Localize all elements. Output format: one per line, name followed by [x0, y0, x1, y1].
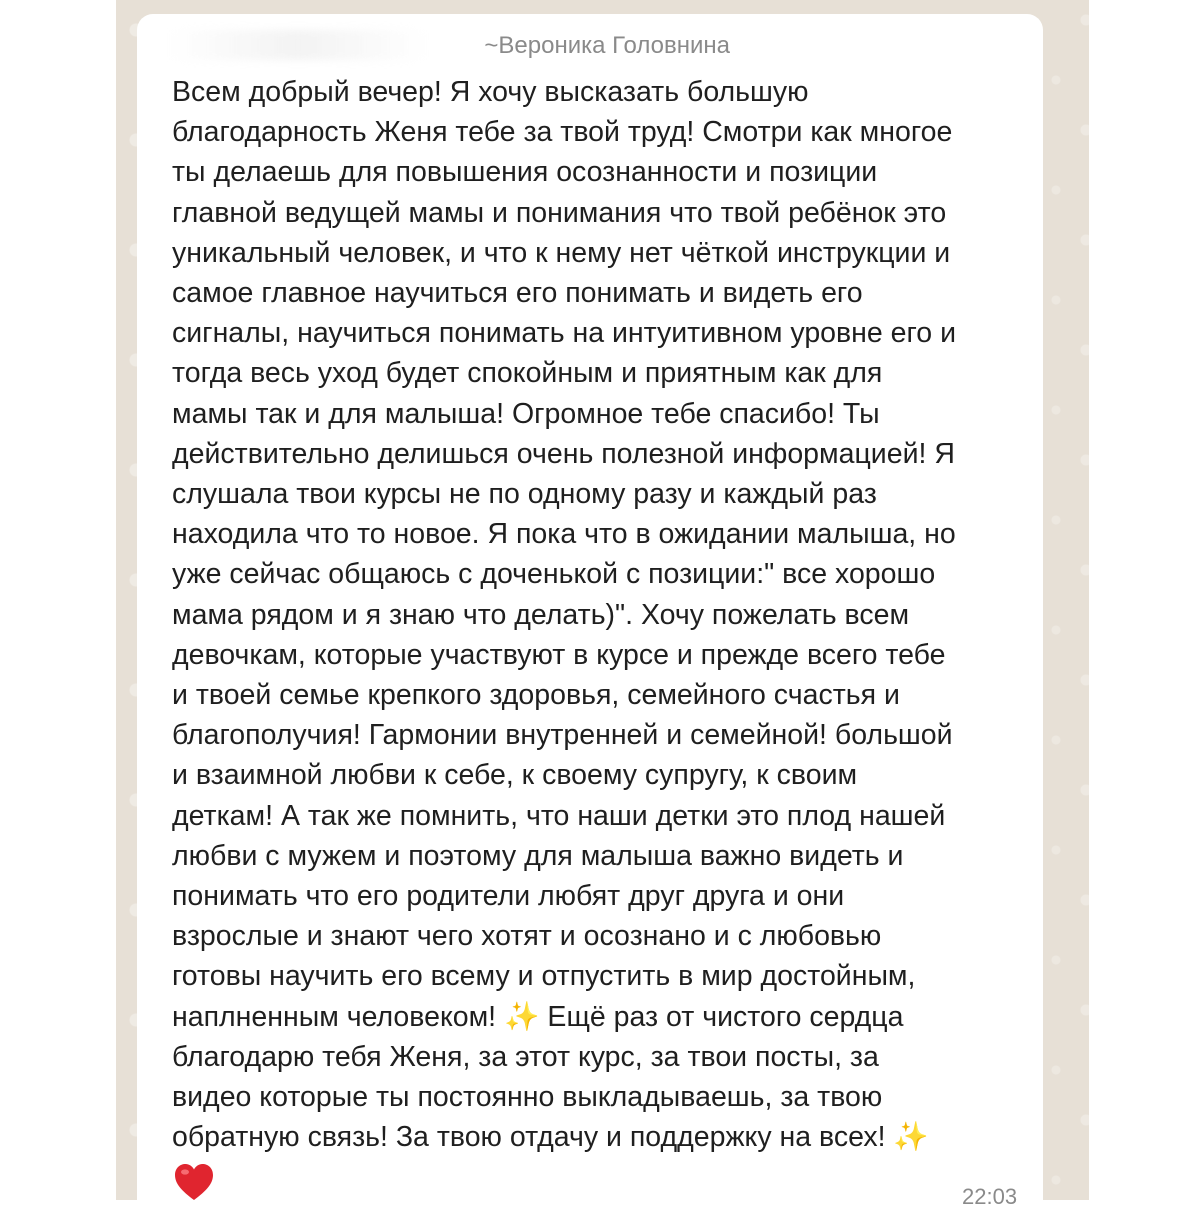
sparkles-icon: ✨	[504, 999, 540, 1033]
message-text	[172, 72, 1042, 1157]
sparkles-icon: ✨	[893, 1120, 929, 1154]
sender-name[interactable]: ~Вероника Головнина	[484, 32, 730, 59]
red-heart-icon	[172, 1160, 216, 1200]
message-timestamp: 22:03	[962, 1184, 1018, 1209]
message-body: Всем добрый вечер! Я хочу высказать большую благодарность Женя тебе за твой труд! Смотри как многое ты делаешь для повышения осознанности и позиции главной ведущей мамы и понимания что твой ребёнок это уникальный человек, и что к нему нет чёткой инструкции и самое главное научиться его понимать и видеть его сигналы, научиться понимать на интуитивном уровне его и тогда весь уход будет спокойным и приятным как для мамы так и для малыша! Огромное тебе спасибо! Ты действительно делишься очень полезной информацией! Я слушала твои курсы не по одному разу и каждый раз находила что то новое. Я пока что в ожидании малыша, но уже сейчас общаюсь с доченькой с позиции:" все хорошо мама рядом и я знаю что делать)". Хочу пожелать всем девочкам, которые участвуют в курсе и прежде всего тебе и твоей семье крепкого здоровья, семейного счастья и благополучия! Гармонии внутренней и семейной! большой и взаимной любви к себе, к своему супругу, к своим деткам! А так же помнить, что наши детки это плод нашей любви с мужем и поэтому для малыша важно видеть и понимать что его родители любят друг друга и они взрослые и знают чего хотят и осознано и с любовью готовы научить его всему и отпустить в мир достойным, наплненным человеком!	[172, 76, 956, 1033]
red-heart-svg	[172, 1160, 216, 1200]
message-body-continued: Ещё раз от чистого сердца благодарю тебя Женя, за этот курс, за твои посты, за видео которые ты постоянно выкладываешь, за твою обратную связь! За твою отдачу и поддержку на всех!	[172, 1000, 904, 1154]
